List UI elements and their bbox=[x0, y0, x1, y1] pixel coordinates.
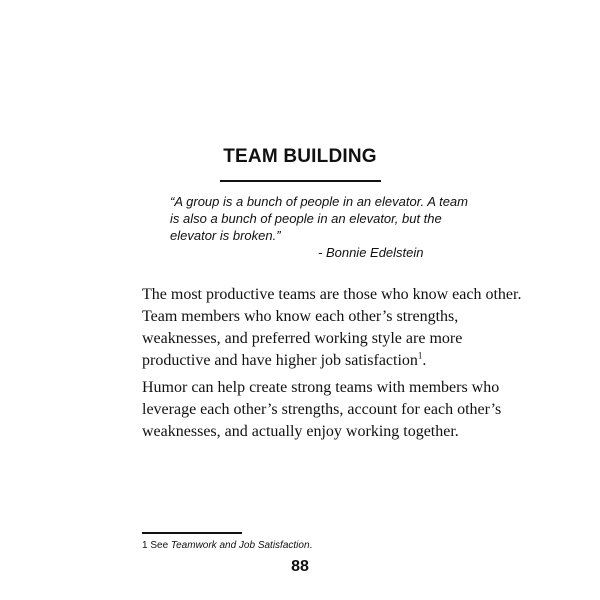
heading-underline bbox=[220, 180, 381, 182]
footnote-reference: 1 bbox=[417, 350, 423, 361]
footnote-title: Teamwork and Job Satisfaction bbox=[170, 540, 310, 551]
section-heading: TEAM BUILDING bbox=[223, 146, 377, 167]
footnote-number: 1 bbox=[142, 540, 148, 551]
page-number: 88 bbox=[291, 558, 309, 575]
body-paragraph-2: Humor can help create strong teams with members who leverage each other’s strengths, account for each other’s weaknesses, and actually enjoy working together. bbox=[142, 379, 502, 440]
footnote-end-punctuation: . bbox=[309, 540, 313, 551]
epigraph-quote: “A group is a bunch of people in an elevator. A team is also a bunch of people in an elevator, but the elevator is broken.” bbox=[170, 194, 468, 243]
footnote-divider bbox=[142, 532, 242, 534]
footnote bbox=[142, 540, 312, 552]
paragraph-text: The most productive teams are those who know each other. Team members who know each other’s strengths, weaknesses, and preferred working style are more productive and have higher job satisfaction bbox=[142, 286, 522, 369]
paragraph-end-punctuation: . bbox=[422, 352, 427, 369]
body-paragraph-1 bbox=[142, 284, 522, 372]
footnote-prefix: See bbox=[150, 540, 169, 551]
epigraph-attribution: - Bonnie Edelstein bbox=[318, 245, 424, 260]
